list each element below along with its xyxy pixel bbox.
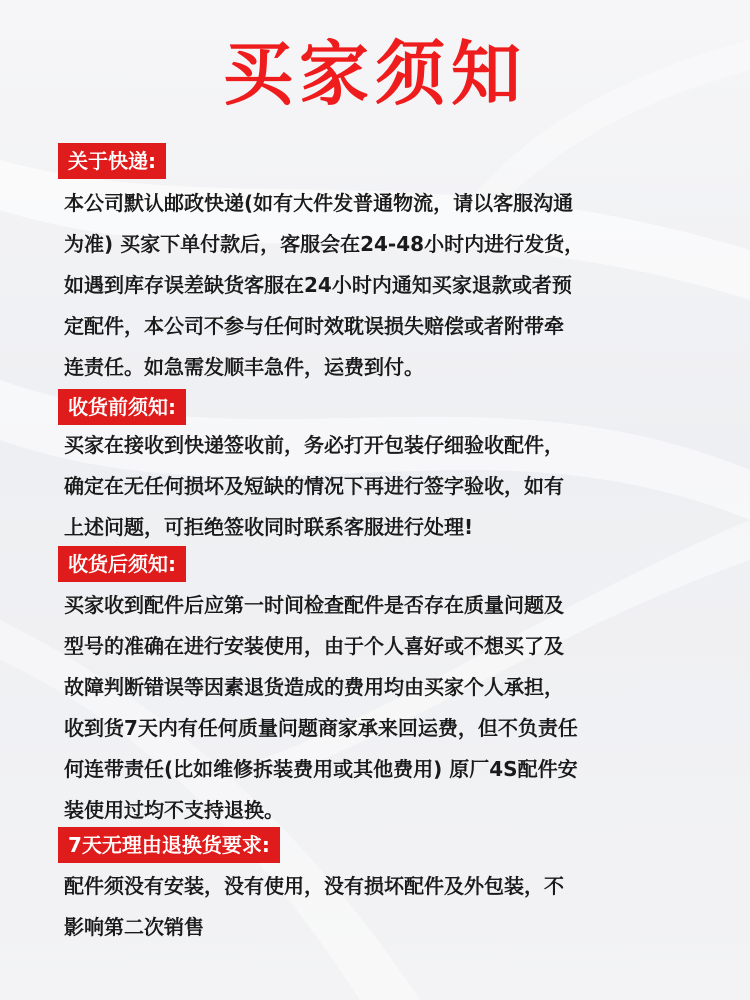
- text-line: 连责任。如急需发顺丰急件，运费到付。: [64, 355, 424, 379]
- section-body-7day-return: [64, 866, 704, 948]
- text-line: 如遇到库存误差缺货客服在24小时内通知买家退款或者预: [64, 273, 572, 297]
- text-line: 装使用过均不支持退换。: [64, 798, 284, 822]
- text-line: 为准) 买家下单付款后，客服会在24-48小时内进行发货，: [64, 232, 585, 256]
- text-line: 型号的准确在进行安装使用，由于个人喜好或不想买了及: [64, 634, 564, 658]
- text-line: 影响第二次销售: [64, 915, 204, 939]
- section-body-before-receipt: [64, 425, 704, 548]
- text-line: 故障判断错误等因素退货造成的费用均由买家个人承担，: [64, 675, 564, 699]
- text-line: 买家在接收到快递签收前，务必打开包装仔细验收配件，: [64, 433, 564, 457]
- text-line: 上述问题，可拒绝签收同时联系客服进行处理!: [64, 515, 474, 539]
- section-heading-7day-return: 7天无理由退换货要求:: [58, 827, 280, 863]
- section-heading-before-receipt: 收货前须知:: [58, 389, 186, 425]
- section-heading-after-receipt: 收货后须知:: [58, 546, 186, 582]
- page-title: 买家须知: [223, 33, 527, 115]
- text-line: 何连带责任(比如维修拆装费用或其他费用) 原厂4S配件安: [64, 757, 578, 781]
- text-line: 买家收到配件后应第一时间检查配件是否存在质量问题及: [64, 593, 564, 617]
- text-line: 配件须没有安装，没有使用，没有损坏配件及外包装，不: [64, 874, 564, 898]
- section-heading-express: 关于快递:: [58, 143, 166, 179]
- text-line: 本公司默认邮政快递(如有大件发普通物流，请以客服沟通: [64, 191, 574, 215]
- text-line: 收到货7天内有任何质量问题商家承来回运费，但不负责任: [64, 716, 578, 740]
- text-line: 确定在无任何损坏及短缺的情况下再进行签字验收，如有: [64, 474, 564, 498]
- section-body-express: [64, 183, 704, 388]
- text-line: 定配件，本公司不参与任何时效耽误损失赔偿或者附带牵: [64, 314, 564, 338]
- section-body-after-receipt: [64, 585, 704, 831]
